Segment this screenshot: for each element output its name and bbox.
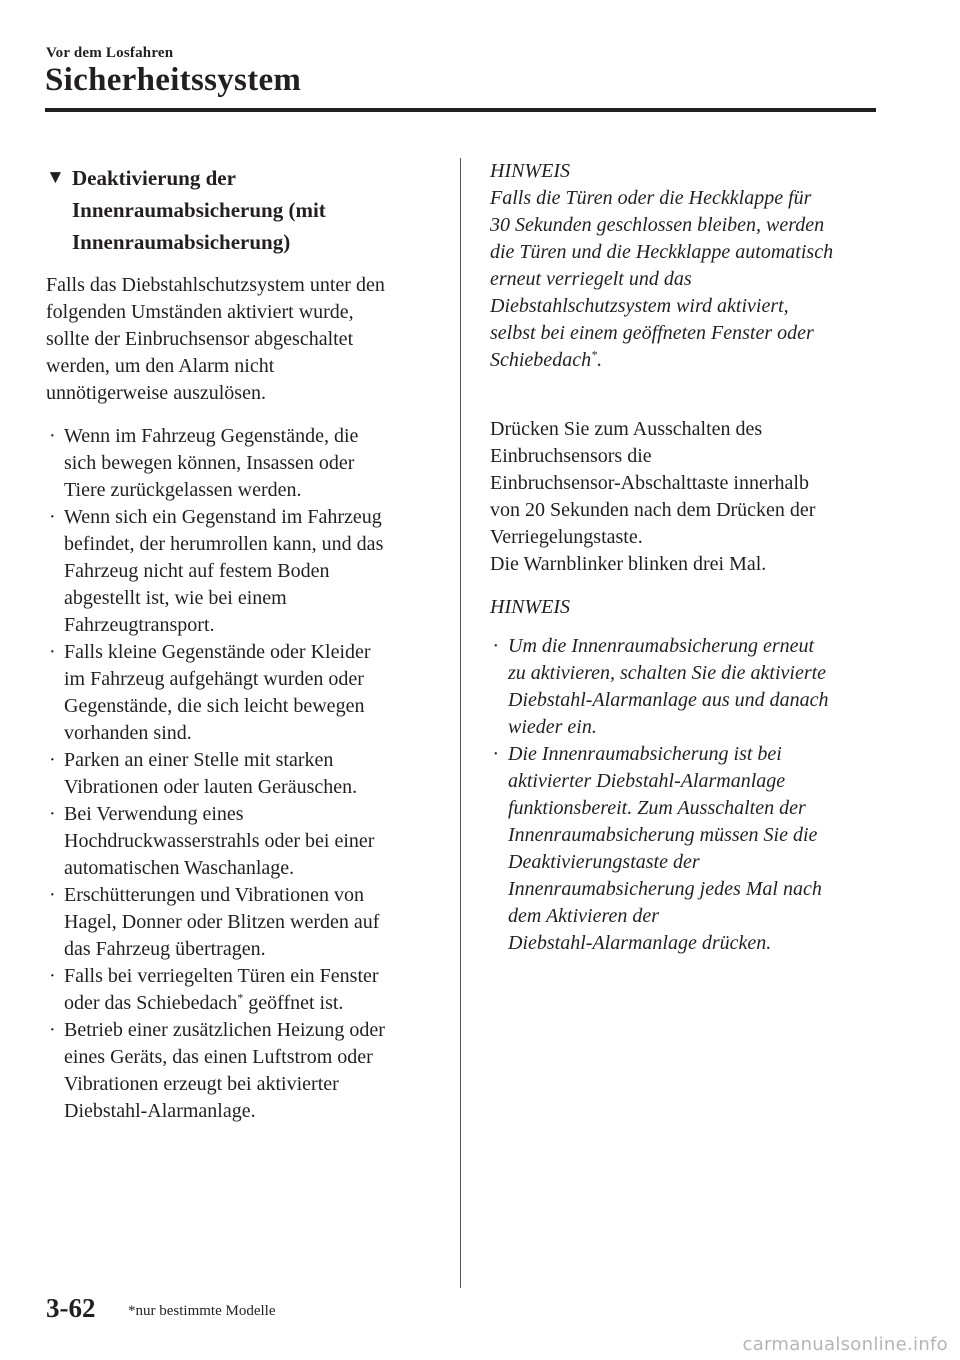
intro-paragraph <box>46 272 441 407</box>
list-item-line: Diebstahl-Alarmanlage drücken. <box>508 932 772 954</box>
column-divider <box>460 158 461 1288</box>
list-item <box>46 801 441 882</box>
list-item-line: oder das Schiebedach* geöffnet ist. <box>64 990 344 1014</box>
list-item <box>46 882 441 963</box>
list-item-line: Wenn im Fahrzeug Gegenstände, die <box>64 425 359 447</box>
header-section-label: Vor dem Losfahren <box>46 45 174 61</box>
list-item-line: aktivierter Diebstahl-Alarmanlage <box>508 770 786 792</box>
page-number: 3-62 <box>46 1293 96 1323</box>
paragraph-line: Verriegelungstaste. <box>490 526 643 548</box>
list-item-line: befindet, der herumrollen kann, und das <box>64 533 384 555</box>
note-line: Diebstahlschutzsystem wird aktiviert, <box>490 295 789 317</box>
list-item <box>490 633 890 741</box>
bullet-dot-icon: · <box>49 425 56 447</box>
paragraph-line: von 20 Sekunden nach dem Drücken der <box>490 499 816 521</box>
paragraph-line: Einbruchsensor-Abschalttaste innerhalb <box>490 472 809 494</box>
note-line: erneut verriegelt und das <box>490 268 692 290</box>
page-title: Sicherheitssystem <box>45 62 302 98</box>
paragraph-line: Die Warnblinker blinken drei Mal. <box>490 553 767 575</box>
right-column <box>490 158 890 957</box>
list-item-line: Vibrationen erzeugt bei aktivierter <box>64 1073 339 1095</box>
list-item-line: Gegenstände, die sich leicht bewegen <box>64 695 365 717</box>
bullet-dot-icon: · <box>49 641 56 663</box>
note-label: HINWEIS <box>490 160 570 182</box>
bullet-dot-icon: · <box>49 506 56 528</box>
condition-list <box>46 423 441 1125</box>
heading-line: Innenraumabsicherung (mit <box>72 198 326 222</box>
list-item-line: abgestellt ist, wie bei einem <box>64 587 287 609</box>
list-item-line: Um die Innenraumabsicherung erneut <box>508 635 815 657</box>
list-item-line: Bei Verwendung eines <box>64 803 244 825</box>
list-item <box>46 1017 441 1125</box>
section-heading <box>46 162 441 258</box>
list-item <box>46 504 441 639</box>
paragraph-line: Einbruchsensors die <box>490 445 652 467</box>
left-column <box>46 162 441 1125</box>
list-item-line: Die Innenraumabsicherung ist bei <box>508 743 782 765</box>
list-item-line: eines Geräts, das einen Luftstrom oder <box>64 1046 373 1068</box>
note-line: Falls die Türen oder die Heckklappe für <box>490 187 812 209</box>
list-item-line: Tiere zurückgelassen werden. <box>64 479 302 501</box>
bullet-dot-icon: · <box>49 803 56 825</box>
bullet-dot-icon: · <box>493 635 498 657</box>
list-item-line: Diebstahl-Alarmanlage. <box>64 1100 256 1122</box>
list-item <box>46 423 441 504</box>
watermark: carmanualsonline.info <box>742 1334 948 1355</box>
list-item-line: Falls bei verriegelten Türen ein Fenster <box>64 965 379 987</box>
list-item-line: Hagel, Donner oder Blitzen werden auf <box>64 911 380 933</box>
list-item <box>490 741 890 957</box>
list-item-line: Hochdruckwasserstrahls oder bei einer <box>64 830 375 852</box>
list-item <box>46 963 441 1017</box>
list-item-line: Erschütterungen und Vibrationen von <box>64 884 365 906</box>
list-item-line: Wenn sich ein Gegenstand im Fahrzeug <box>64 506 382 528</box>
list-item-line: Fahrzeug nicht auf festem Boden <box>64 560 330 582</box>
paragraph-line: sollte der Einbruchsensor abgeschaltet <box>46 328 354 350</box>
paragraph-line: unnötigerweise auszulösen. <box>46 382 266 404</box>
list-item-line: Diebstahl-Alarmanlage aus und danach <box>508 689 829 711</box>
note-line: die Türen und die Heckklappe automatisch <box>490 241 834 263</box>
bullet-dot-icon: · <box>493 743 498 765</box>
list-item-line: zu aktivieren, schalten Sie die aktivierte <box>508 662 827 684</box>
paragraph-line: Drücken Sie zum Ausschalten des <box>490 418 763 440</box>
list-item-line: Deaktivierungstaste der <box>508 851 700 873</box>
header-divider <box>45 108 876 112</box>
instruction-paragraph <box>490 416 890 578</box>
paragraph-line: werden, um den Alarm nicht <box>46 355 275 377</box>
list-item-line: wieder ein. <box>508 716 597 738</box>
list-item-line: Innenraumabsicherung müssen Sie die <box>508 824 818 846</box>
list-item-line: Betrieb einer zusätzlichen Heizung oder <box>64 1019 385 1041</box>
note-line: Schiebedach*. <box>490 347 603 371</box>
bullet-dot-icon: · <box>49 749 56 771</box>
list-item-line: Fahrzeugtransport. <box>64 614 215 636</box>
list-item <box>46 747 441 801</box>
note-line: 30 Sekunden geschlossen bleiben, werden <box>490 214 825 236</box>
bullet-dot-icon: · <box>49 884 56 906</box>
list-item-line: automatischen Waschanlage. <box>64 857 295 879</box>
note-text <box>490 185 890 374</box>
list-item-line: dem Aktivieren der <box>508 905 660 927</box>
list-item-line: sich bewegen können, Insassen oder <box>64 452 355 474</box>
triangle-down-icon: ▼ <box>46 167 65 188</box>
list-item-line: funktionsbereit. Zum Ausschalten der <box>508 797 806 819</box>
list-item-line: Vibrationen oder lauten Geräuschen. <box>64 776 358 798</box>
list-item-line: vorhanden sind. <box>64 722 192 744</box>
note-list <box>490 633 890 957</box>
list-item-line: Falls kleine Gegenstände oder Kleider <box>64 641 371 663</box>
list-item-line: das Fahrzeug übertragen. <box>64 938 266 960</box>
list-item <box>46 639 441 747</box>
paragraph-line: folgenden Umständen aktiviert wurde, <box>46 301 354 323</box>
heading-line: Innenraumabsicherung) <box>72 230 291 254</box>
list-item-line: Parken an einer Stelle mit starken <box>64 749 334 771</box>
note-line: selbst bei einem geöffneten Fenster oder <box>490 322 814 344</box>
bullet-dot-icon: · <box>49 965 56 987</box>
heading-line: Deaktivierung der <box>72 166 236 190</box>
note-label: HINWEIS <box>490 596 570 618</box>
footnote: *nur bestimmte Modelle <box>128 1303 276 1319</box>
list-item-line: Innenraumabsicherung jedes Mal nach <box>508 878 822 900</box>
paragraph-line: Falls das Diebstahlschutzsystem unter den <box>46 274 385 296</box>
list-item-line: im Fahrzeug aufgehängt wurden oder <box>64 668 364 690</box>
bullet-dot-icon: · <box>49 1019 56 1041</box>
